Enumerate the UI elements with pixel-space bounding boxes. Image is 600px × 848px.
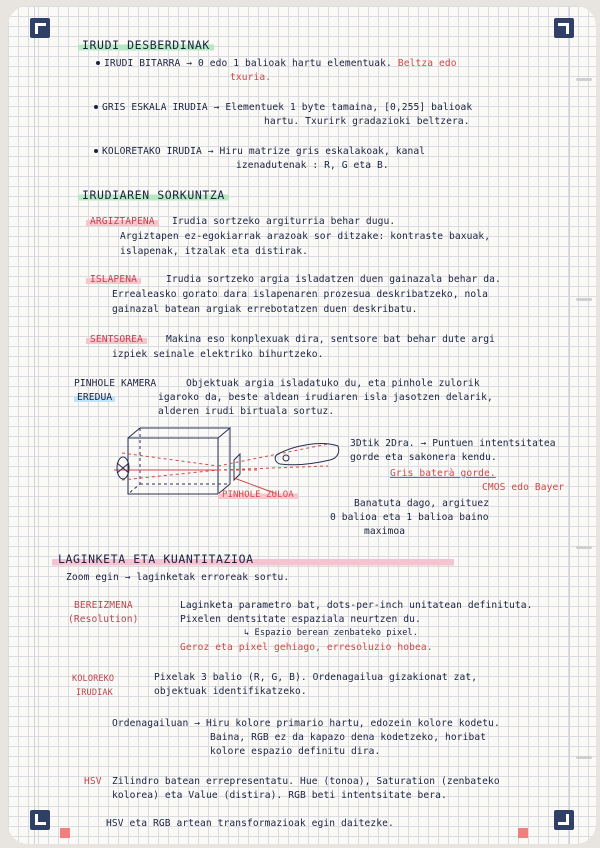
term-text: gainazal batean argiak errebotatzen duen deskribatu.: [112, 304, 418, 315]
corner-square: [60, 828, 70, 838]
term-label: KOLOREKO: [72, 674, 115, 684]
term-label: EREDUA: [74, 392, 115, 403]
closing-text: HSV eta RGB artean transformazioak egin daitezke.: [106, 818, 394, 829]
section-heading: LAGINKETA ETA KUANTITAZIOA: [52, 552, 552, 566]
corner-mark-icon: [30, 810, 50, 830]
term-label: IRUDIAK: [76, 688, 113, 698]
term-text: Irudia sortzeko argia isladatzen duen gainazala behar da.: [166, 274, 501, 285]
term-text: Irudia sortzeko argiturria behar dugu.: [172, 216, 396, 227]
term-label: (Resolution): [68, 614, 139, 625]
term-text: izpiek seinale elektriko bihurtzeko.: [112, 349, 324, 360]
term-text: ↳ Espazio berean zenbateko pixel.: [244, 628, 419, 638]
notebook-page: [8, 6, 596, 844]
type-text: izenadutenak : R, G eta B.: [236, 160, 389, 171]
term-text: Pixelak 3 balio (R, G, B). Ordenagailua gizakionat zat,: [154, 672, 478, 683]
term-text: Zilindro batean errepresentatu. Hue (tonoa), Saturation (zenbateko: [112, 776, 500, 787]
term-label: PINHOLE KAMERA: [74, 378, 157, 389]
binder-hole: [576, 546, 592, 549]
note-text: Gris baterà gorde.: [390, 468, 496, 479]
corner-mark-icon: [30, 18, 50, 38]
term-text: igaroko da, beste aldean irudiaren isla jasotzen delarik,: [158, 392, 493, 403]
pinhole-camera-diagram: [108, 418, 348, 518]
term-text: Errealeasko gorato dara islapenaren prozesua deskribatzeko, nola: [112, 289, 489, 300]
term-text: Laginketa parametro bat, dots-per-inch unitatean definituta.: [180, 600, 533, 611]
term-text: Baina, RGB ez da kapazo dena kodetzeko, horibat: [210, 732, 487, 743]
term-text: kolorea) eta Value (distira). RGB beti intentsitate bera.: [112, 790, 447, 801]
corner-mark-icon: [554, 810, 574, 830]
term-text: Argiztapen ez-egokiarrak arazoak sor ditzake: kontraste baxuak,: [120, 231, 491, 242]
note-text: 0 balioa eta 1 balioa baino: [330, 512, 489, 523]
zoom-text: Zoom egin → laginketak erroreak sortu.: [66, 572, 290, 583]
note-text: 3Dtik 2Dra. → Puntuen intentsitatea: [350, 438, 556, 449]
term-text: objektuak identifikatzeko.: [154, 686, 307, 697]
term-text: Geroz eta pixel gehiago, erresoluzio hobea.: [180, 642, 433, 653]
type-text: hartu. Txurirk gradazioki beltzera.: [264, 116, 470, 127]
binder-hole: [576, 78, 592, 81]
note-text: Banatuta dago, argituez: [354, 498, 490, 509]
term-text: Objektuak argia isladatuko du, eta pinhole zulorik: [186, 378, 480, 389]
type-item: KOLORETAKO IRUDIA → Hiru matrize gris eskalakoak, kanal: [94, 146, 425, 157]
note-text: CMOS edo Bayer: [482, 482, 565, 493]
type-item: IRUDI BITARRA → 0 edo 1 balioak hartu elementuak. Beltza edo: [96, 58, 457, 69]
term-text: kolore espazio definitu dira.: [210, 746, 381, 757]
term-text: islapenak, itzalak eta distirak.: [120, 246, 309, 257]
note-text: gorde eta sakonera kendu.: [350, 452, 497, 463]
binder-hole: [576, 298, 592, 301]
term-label: ISLAPENA: [86, 274, 141, 285]
diagram-label: PINHOLE ZULOA: [218, 490, 298, 500]
binder-hole: [576, 756, 592, 759]
term-label: Ordenagailuan → Hiru kolore primario hartu, edozein kolore kodetu.: [112, 718, 500, 729]
term-label: HSV: [84, 776, 102, 787]
term-label: SENTSOREA: [86, 334, 147, 345]
section-heading: IRUDIAREN SORKUNTZA: [78, 188, 229, 202]
corner-square: [518, 828, 528, 838]
page-title: IRUDI DESBERDINAK: [78, 38, 214, 52]
type-text: txuria.: [230, 72, 272, 83]
type-item: GRIS ESKALA IRUDIA → Elementuek 1 byte tamaina, [0,255] balioak: [94, 102, 472, 113]
term-text: alderen irudi birtuala sortuz.: [158, 406, 335, 417]
term-text: Makina eso konplexuak dira, sentsore bat behar dute argi: [166, 334, 496, 345]
note-text: maximoa: [364, 526, 406, 537]
term-label: BEREIZMENA: [74, 600, 133, 611]
term-text: Pixelen dentsitate espaziala neurtzen du.: [180, 614, 421, 625]
corner-mark-icon: [554, 18, 574, 38]
term-label: ARGIZTAPENA: [86, 216, 159, 227]
